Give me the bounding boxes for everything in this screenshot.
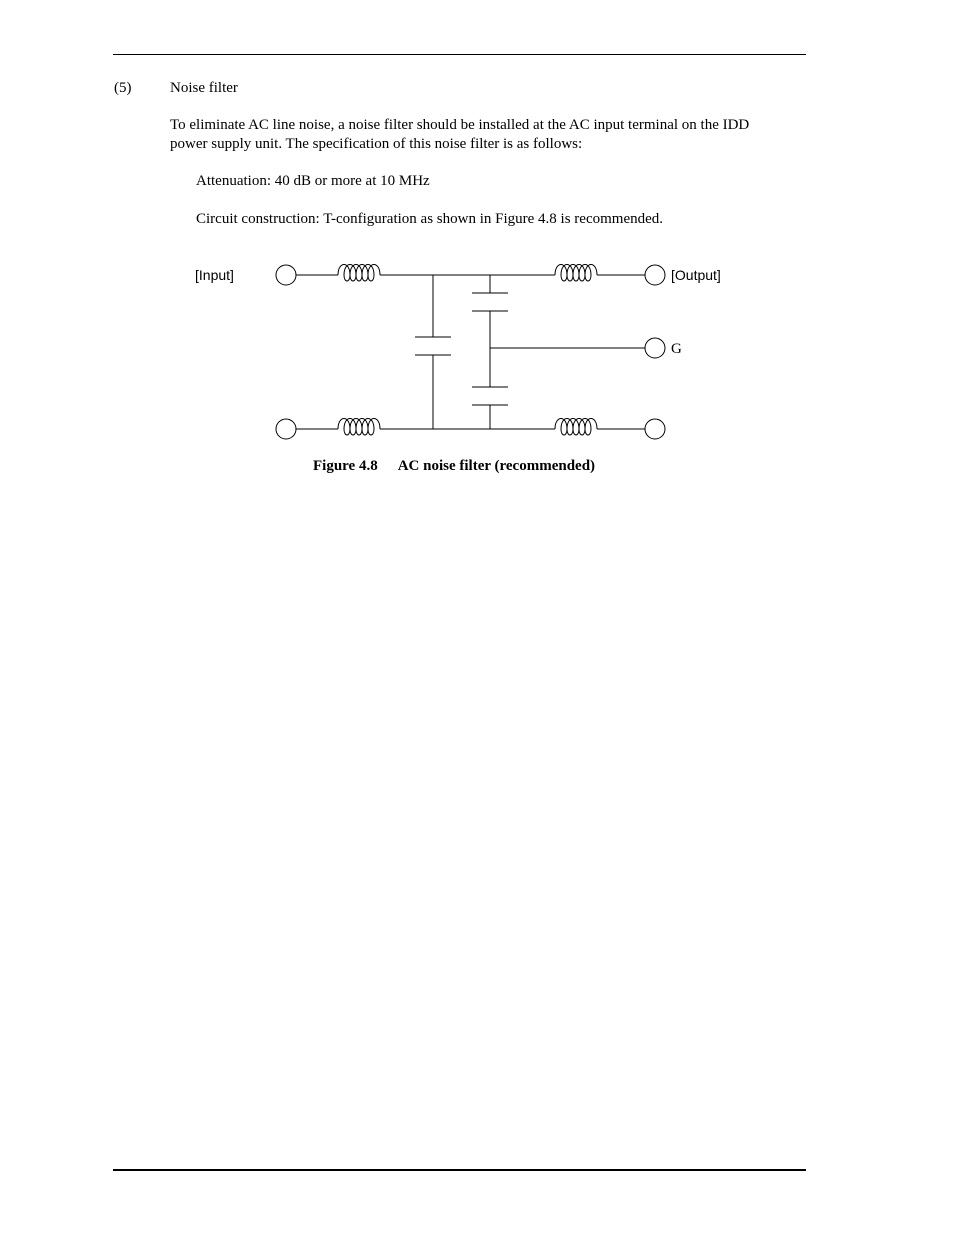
ground-label: G: [671, 341, 682, 357]
ground-terminal: [645, 338, 665, 358]
inductor-input-top: [338, 265, 380, 282]
noise-filter-circuit-diagram: [180, 255, 740, 450]
input-terminal-bottom: [276, 419, 296, 439]
section-title: Noise filter: [170, 80, 238, 96]
output-terminal-bottom: [645, 419, 665, 439]
figure-caption-title: AC noise filter (recommended): [397, 458, 596, 474]
spec-construction: Circuit construction: T-configuration as shown in Figure 4.8 is recommended.: [196, 211, 664, 227]
output-label: [Output]: [671, 267, 721, 283]
output-terminal-top: [645, 265, 665, 285]
input-label: [Input]: [195, 267, 234, 283]
inductor-output-bottom: [555, 419, 597, 436]
inductor-input-bottom: [338, 419, 380, 436]
spec-attenuation: Attenuation: 40 dB or more at 10 MHz: [196, 173, 430, 189]
body-paragraph: To eliminate AC line noise, a noise filter should be installed at the AC input terminal on the IDD power supply unit. The specification of this noise filter is as follows:: [170, 117, 750, 152]
figure-caption-number: Figure 4.8: [313, 458, 378, 474]
footer-rule: [113, 1169, 806, 1171]
input-terminal-top: [276, 265, 296, 285]
inductor-output-top: [555, 265, 597, 282]
header-rule: [113, 54, 806, 55]
figure-caption: [313, 458, 595, 475]
section-number: (5): [114, 80, 132, 96]
